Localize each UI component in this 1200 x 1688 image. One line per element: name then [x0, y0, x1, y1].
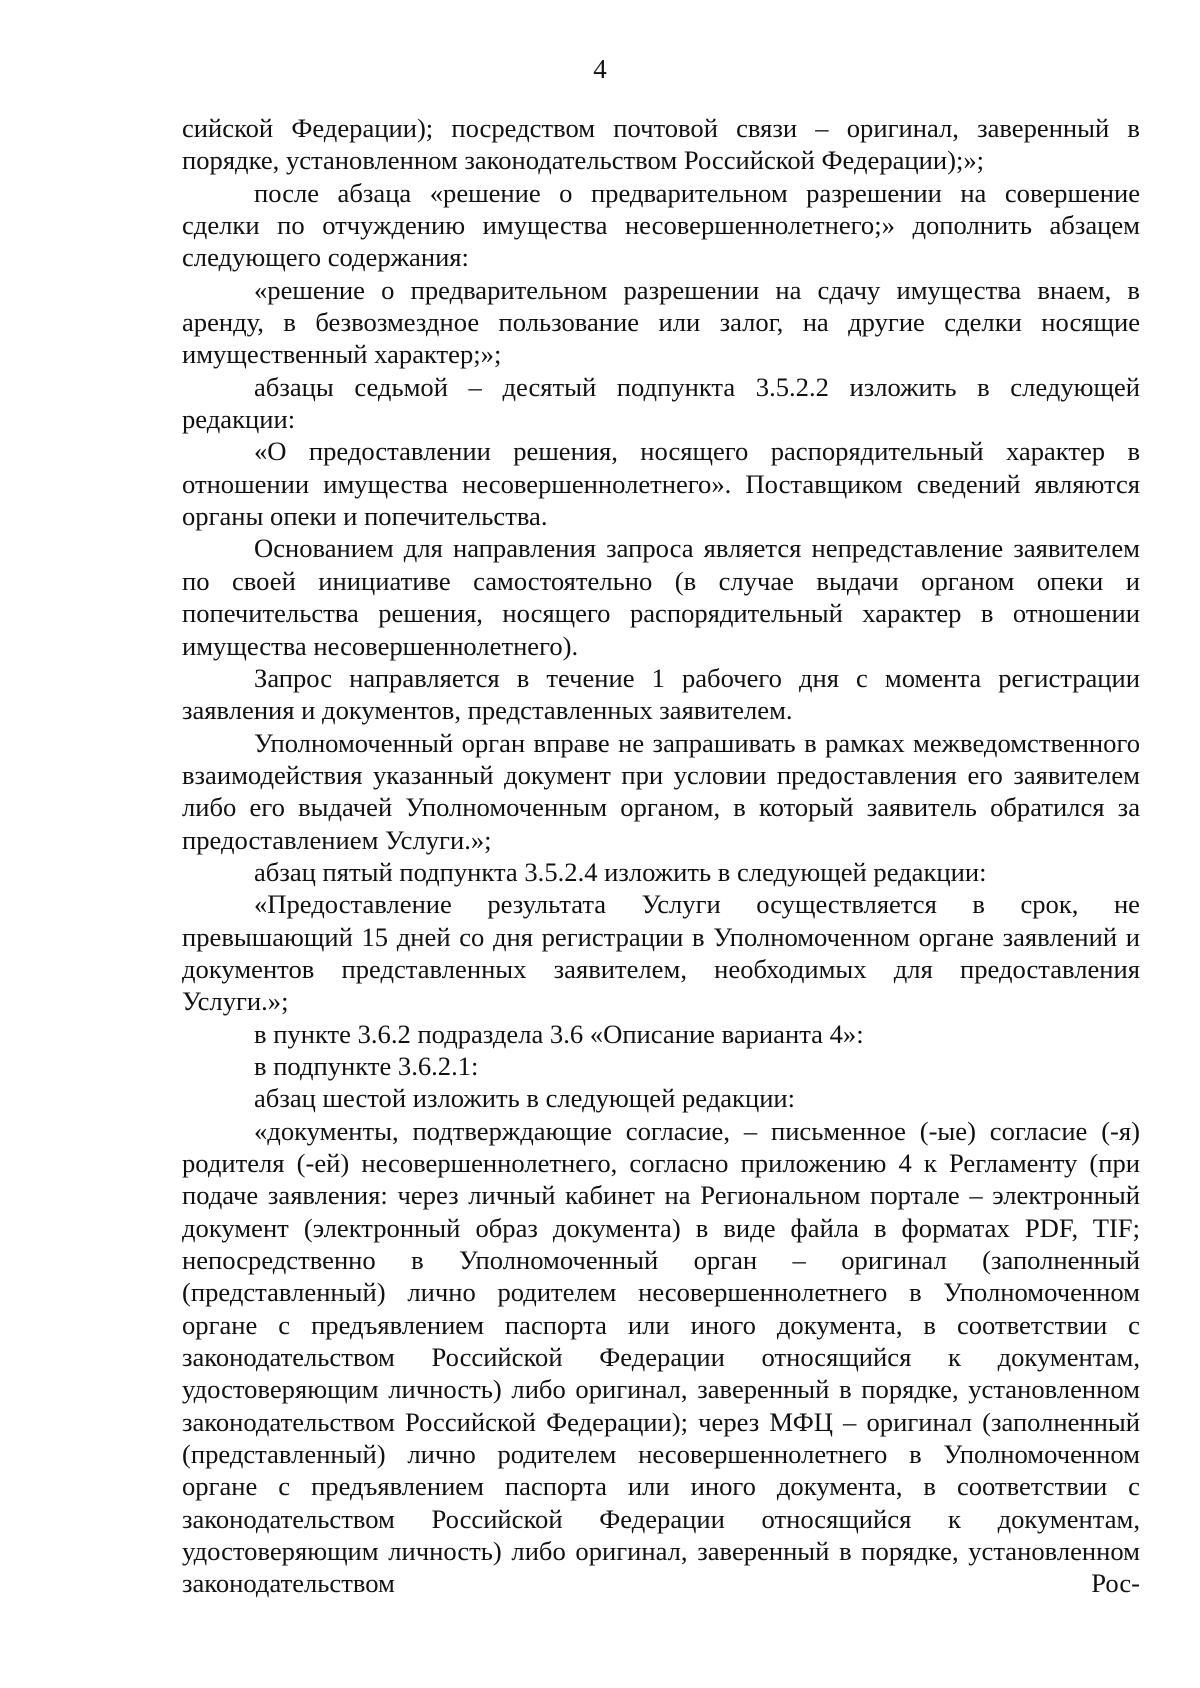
paragraph-body: Уполномоченный орган вправе не запрашивать в рамках межведомственного взаимодействия указанный документ при условии предоставления его заявителем либо его выдачей Уполномоченным органом, в который заявитель обратился за предоставлением Услуги.»; [182, 727, 1140, 855]
paragraph-amendment-instruction: абзац шестой изложить в следующей редакции: [254, 1083, 796, 1114]
paragraph-amendment-instruction: абзац пятый подпункта 3.5.2.4 изложить в следующей редакции: [254, 856, 987, 887]
paragraph-continuation: сийской Федерации); посредством почтовой связи – оригинал, заверенный в порядке, установленном законодательством Российской Федерации);»; [182, 113, 1140, 176]
paragraph-amendment-instruction: в пункте 3.6.2 подраздела 3.6 «Описание варианта 4»: [254, 1018, 864, 1049]
paragraph-amendment-instruction: абзацы седьмой – десятый подпункта 3.5.2.2 изложить в следующей редакции: [182, 371, 1140, 435]
paragraph-quoted-text: «Предоставление результата Услуги осуществляется в срок, не превышающий 15 дней со дня регистрации в Уполномоченном органе заявлений и документов представленных заявителем, необходимых для предоставления Услуги.»; [182, 889, 1140, 1017]
paragraph-amendment-instruction: в подпункте 3.6.2.1: [254, 1050, 479, 1081]
page-number: 4 [593, 54, 607, 84]
paragraph-body: Запрос направляется в течение 1 рабочего дня с момента регистрации заявления и документов, представленных заявителем. [182, 662, 1140, 726]
paragraph-quoted-text: «О предоставлении решения, носящего распорядительный характер в отношении имущества несовершеннолетнего». Поставщиком сведений являются органы опеки и попечительства. [182, 436, 1140, 532]
paragraph-body: Основанием для направления запроса является непредставление заявителем по своей инициативе самостоятельно (в случае выдачи органом опеки и попечительства решения, носящего распорядительный характер в отношении имущества несовершеннолетнего). [182, 533, 1140, 661]
paragraph-quoted-text: «документы, подтверждающие согласие, – письменное (-ые) согласие (-я) родителя (-ей) несовершеннолетнего, согласно приложению 4 к Регламенту (при подаче заявления: через личный кабинет на Региональном портале – электронный документ (электронный образ документа) в виде файла в форматах PDF, TIF; непосредственно в Уполномоченный орган – оригинал (заполненный (представленный) лично родителем несовершеннолетнего в Уполномоченном органе с предъявлением паспорта или иного документа, в соответствии с законодательством Российской Федерации относящийся к документам, удостоверяющим личность) либо оригинал, заверенный в порядке, установленном законодательством Российской Федерации); через МФЦ – оригинал (заполненный (представленный) лично родителем несовершеннолетнего в Уполномоченном органе с предъявлением паспорта или иного документа, в соответствии с законодательством Российской Федерации относящийся к документам, удостоверяющим личность) либо оригинал, заверенный в порядке, установленном законодательством Рос- [182, 1115, 1140, 1599]
paragraph-quoted-text: «решение о предварительном разрешении на сдачу имущества внаем, в аренду, в безвозмездное пользование или залог, на другие сделки носящие имущественный характер;»; [182, 274, 1140, 370]
document-body [182, 112, 1140, 1600]
paragraph-amendment-instruction: после абзаца «решение о предварительном разрешении на совершение сделки по отчуждению имущества несовершеннолетнего;» дополнить абзацем следующего содержания: [182, 177, 1140, 273]
